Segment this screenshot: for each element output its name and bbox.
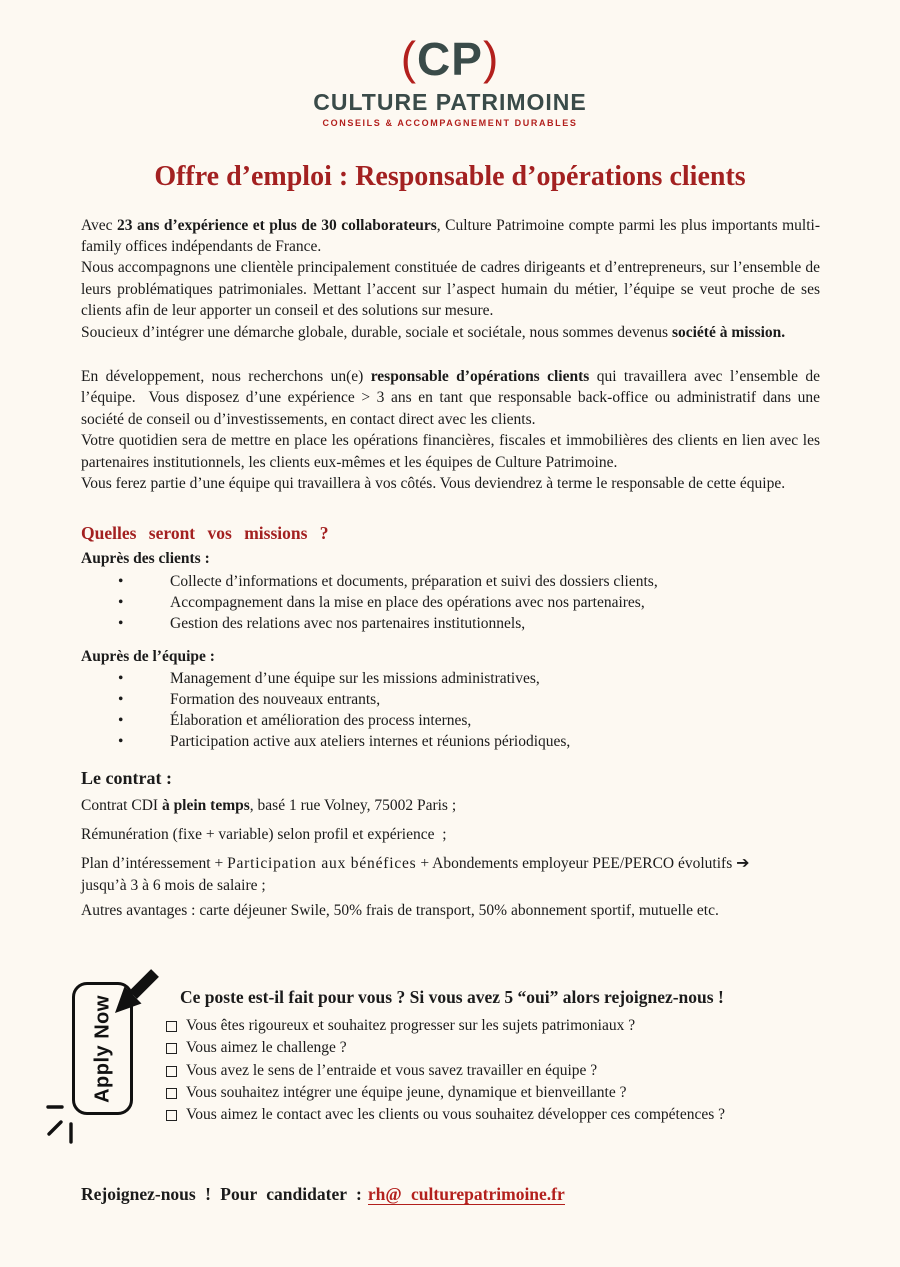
apply-checklist bbox=[166, 1015, 900, 1127]
intro-paragraph-3 bbox=[81, 322, 820, 343]
bullet-icon: • bbox=[118, 572, 124, 590]
intro-paragraph-6: Vous ferez partie d’une équipe qui travaillera à vos côtés. Vous deviendrez à terme le responsable de cette équipe. bbox=[81, 475, 786, 493]
checklist-item-4: Vous souhaitez intégrer une équipe jeune, dynamique et bienveillante ? bbox=[186, 1083, 627, 1101]
list-item bbox=[81, 613, 820, 634]
contract-l3-spaced: Participation aux bénéfices bbox=[227, 855, 417, 873]
checklist-item bbox=[166, 1060, 900, 1082]
document-body bbox=[81, 215, 820, 922]
checkbox-icon bbox=[166, 1066, 177, 1077]
bullet-icon: • bbox=[118, 712, 124, 730]
logo-cp-mark bbox=[0, 32, 900, 85]
list-item bbox=[81, 668, 820, 689]
checklist-item bbox=[166, 1104, 900, 1126]
apply-now-label: Apply Now bbox=[91, 994, 113, 1103]
contract-l1-post: , basé 1 rue Volney, 75002 Paris ; bbox=[249, 797, 457, 815]
footer-text: Rejoignez-nous ! Pour candidater : bbox=[81, 1184, 362, 1204]
page-title: Offre d’emploi : Responsable d’opérations clients bbox=[154, 161, 746, 192]
team-item-1: Management d’une équipe sur les missions administratives, bbox=[170, 670, 540, 688]
contract-line-3 bbox=[81, 852, 820, 896]
list-item bbox=[81, 571, 820, 592]
checklist-item bbox=[166, 1015, 900, 1037]
contract-line-4: Autres avantages : carte déjeuner Swile, 50% frais de transport, 50% abonnement sportif, mutuelle etc. bbox=[81, 902, 719, 920]
list-item bbox=[81, 731, 820, 752]
missions-heading: Quelles seront vos missions ? bbox=[81, 523, 329, 544]
footer-cta bbox=[81, 1184, 565, 1205]
checklist-item-1: Vous êtes rigoureux et souhaitez progresser sur les sujets patrimoniaux ? bbox=[186, 1016, 636, 1034]
logo-initials: CP bbox=[417, 33, 483, 85]
contract-heading: Le contrat : bbox=[81, 768, 172, 789]
bullet-icon: • bbox=[118, 670, 124, 688]
intro-p1-bold: 23 ans d’expérience et plus de 30 collaborateurs bbox=[117, 216, 437, 234]
contract-line-1 bbox=[81, 795, 820, 816]
company-tagline: CONSEILS & ACCOMPAGNEMENT DURABLES bbox=[322, 118, 578, 128]
intro-p3-pre: Soucieux d’intégrer une démarche globale, durable, sociale et sociétale, nous sommes devenus bbox=[81, 323, 672, 341]
logo-paren-open: ( bbox=[400, 32, 418, 84]
intro-paragraph-1 bbox=[81, 215, 820, 258]
apply-heading: Ce poste est-il fait pour vous ? Si vous avez 5 “oui” alors rejoignez-nous ! bbox=[180, 987, 724, 1007]
intro-p4-bold: responsable d’opérations clients bbox=[370, 368, 590, 386]
intro-p1-pre: Avec bbox=[81, 216, 118, 234]
team-mission-list bbox=[81, 668, 820, 752]
intro-p4-pre: En développement, nous recherchons un(e) bbox=[81, 368, 371, 386]
email-user: rh@ bbox=[367, 1184, 402, 1204]
company-logo bbox=[0, 0, 900, 128]
clients-item-2: Accompagnement dans la mise en place des opérations avec nos partenaires, bbox=[170, 593, 645, 611]
checkbox-icon bbox=[166, 1110, 177, 1121]
team-item-3: Élaboration et amélioration des process internes, bbox=[170, 712, 472, 730]
checklist-item bbox=[166, 1082, 900, 1104]
clients-item-3: Gestion des relations avec nos partenaires institutionnels, bbox=[170, 614, 526, 632]
clients-label: Auprès des clients : bbox=[81, 550, 210, 568]
intro-p1-post: , Culture Patrimoine compte parmi les plus importants multi-family offices indépendants de France. bbox=[81, 216, 820, 255]
checklist-item bbox=[166, 1037, 900, 1059]
intro-paragraph-4 bbox=[81, 366, 820, 430]
bullet-icon: • bbox=[118, 614, 124, 632]
down-left-arrow-icon bbox=[111, 969, 159, 1017]
checkbox-icon bbox=[166, 1088, 177, 1099]
bullet-icon: • bbox=[118, 691, 124, 709]
list-item bbox=[81, 592, 820, 613]
apply-section bbox=[0, 968, 900, 1127]
contract-l1-pre: Contrat CDI bbox=[81, 797, 162, 815]
team-label: Auprès de l’équipe : bbox=[81, 647, 215, 665]
team-item-4: Participation active aux ateliers internes et réunions périodiques, bbox=[170, 733, 571, 751]
contract-l3-pre: Plan d’intéressement + bbox=[81, 855, 228, 873]
checkbox-icon bbox=[166, 1043, 177, 1054]
checklist-item-3: Vous avez le sens de l’entraide et vous savez travailler en équipe ? bbox=[186, 1061, 598, 1079]
intro-paragraph-5: Votre quotidien sera de mettre en place les opérations financières, fiscales et immobilières des clients en lien avec les partenaires institutionnels, les clients eux-mêmes et les équipes de Culture Patrimoine. bbox=[81, 432, 820, 471]
clients-item-1: Collecte d’informations et documents, préparation et suivi des dossiers clients, bbox=[170, 572, 658, 590]
checklist-item-2: Vous aimez le challenge ? bbox=[186, 1039, 347, 1057]
stamp-impact-marks-icon bbox=[46, 1098, 80, 1148]
bullet-icon: • bbox=[118, 733, 124, 751]
contract-l1-bold: à plein temps bbox=[161, 797, 250, 815]
clients-mission-list bbox=[81, 571, 820, 634]
contract-l3-cont: jusqu’à 3 à 6 mois de salaire ; bbox=[81, 876, 266, 894]
intro-p3-bold: société à mission. bbox=[671, 323, 786, 341]
checkbox-icon bbox=[166, 1021, 177, 1032]
email-domain: culturepatrimoine.fr bbox=[401, 1184, 565, 1204]
checklist-item-5: Vous aimez le contact avec les clients ou vous souhaitez développer ces compétences ? bbox=[186, 1106, 725, 1124]
contract-l3-mid: + Abondements employeur PEE/PERCO évolutifs bbox=[416, 855, 737, 873]
company-name: CULTURE PATRIMOINE bbox=[313, 89, 587, 115]
email-link[interactable] bbox=[368, 1184, 565, 1205]
intro-paragraph-2: Nous accompagnons une clientèle principalement constituée de cadres dirigeants et d’entrepreneurs, sur l’ensemble de leurs problématiques patrimoniales. Mettant l’accent sur l’aspect humain du métier, l’équipe se veut proche de ses clients afin de leur apporter un conseil et des solutions sur mesure. bbox=[81, 259, 820, 320]
right-arrow-icon: ➔ bbox=[736, 853, 750, 873]
team-item-2: Formation des nouveaux entrants, bbox=[170, 691, 381, 709]
bullet-icon: • bbox=[118, 593, 124, 611]
intro-p4-post: qui travaillera avec l’ensemble de l’équipe. Vous disposez d’une expérience > 3 ans en tant que responsable back-office ou administratif dans une société de conseil ou d’investissements, en contact direct avec les clients. bbox=[81, 368, 820, 428]
logo-paren-close: ) bbox=[482, 32, 500, 84]
list-item bbox=[81, 710, 820, 731]
list-item bbox=[81, 689, 820, 710]
contract-line-2: Rémunération (fixe + variable) selon profil et expérience ; bbox=[81, 825, 447, 843]
